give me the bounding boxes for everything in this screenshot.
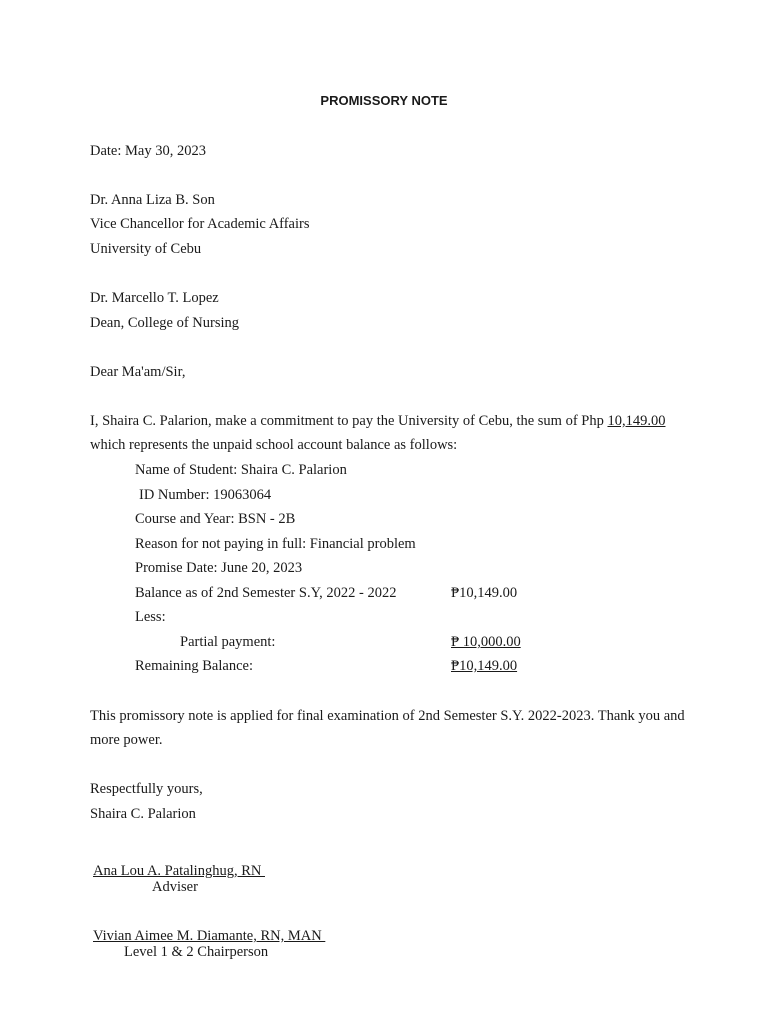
partial-payment-value: ₱ 10,000.00 bbox=[451, 634, 521, 650]
reason: Reason for not paying in full: Financial problem bbox=[135, 536, 416, 552]
recipient-1-institution: University of Cebu bbox=[90, 241, 202, 257]
promise-date: Promise Date: June 20, 2023 bbox=[135, 560, 303, 576]
body-line-1 bbox=[90, 412, 665, 430]
date-line: Date: May 30, 2023 bbox=[90, 143, 206, 159]
student-name: Name of Student: Shaira C. Palarion bbox=[135, 462, 347, 478]
approver-1-role: Adviser bbox=[152, 879, 198, 895]
remaining-balance-label: Remaining Balance: bbox=[135, 658, 253, 674]
id-number: ID Number: 19063064 bbox=[139, 487, 272, 503]
approver-2-role: Level 1 & 2 Chairperson bbox=[124, 944, 269, 960]
closing-paragraph-line-2: more power. bbox=[90, 732, 163, 748]
document-title: PROMISSORY NOTE bbox=[320, 93, 448, 108]
approver-2-name: Vivian Aimee M. Diamante, RN, MAN bbox=[93, 928, 326, 944]
balance-value: ₱10,149.00 bbox=[451, 585, 518, 601]
approver-1-name: Ana Lou A. Patalinghug, RN bbox=[93, 863, 265, 879]
complimentary-close: Respectfully yours, bbox=[90, 781, 203, 797]
commitment-amount: 10,149.00 bbox=[607, 413, 666, 429]
balance-label: Balance as of 2nd Semester S.Y, 2022 - 2022 bbox=[135, 585, 397, 601]
salutation: Dear Ma'am/Sir, bbox=[90, 364, 186, 380]
remaining-balance-value: ₱10,149.00 bbox=[451, 658, 518, 674]
body-line-1-text: I, Shaira C. Palarion, make a commitment to pay the University of Cebu, the sum of Php bbox=[90, 413, 608, 429]
closing-paragraph-line-1: This promissory note is applied for final examination of 2nd Semester S.Y. 2022-2023. Thank you and bbox=[90, 708, 685, 724]
recipient-2-position: Dean, College of Nursing bbox=[90, 315, 239, 331]
less-label: Less: bbox=[135, 609, 166, 625]
signatory-name: Shaira C. Palarion bbox=[90, 806, 196, 822]
body-line-2: which represents the unpaid school account balance as follows: bbox=[90, 437, 458, 453]
recipient-1-position: Vice Chancellor for Academic Affairs bbox=[90, 216, 310, 232]
recipient-1-name: Dr. Anna Liza B. Son bbox=[90, 192, 215, 208]
partial-payment-label: Partial payment: bbox=[180, 634, 276, 650]
recipient-2-name: Dr. Marcello T. Lopez bbox=[90, 290, 219, 306]
course-year: Course and Year: BSN - 2B bbox=[135, 511, 296, 527]
